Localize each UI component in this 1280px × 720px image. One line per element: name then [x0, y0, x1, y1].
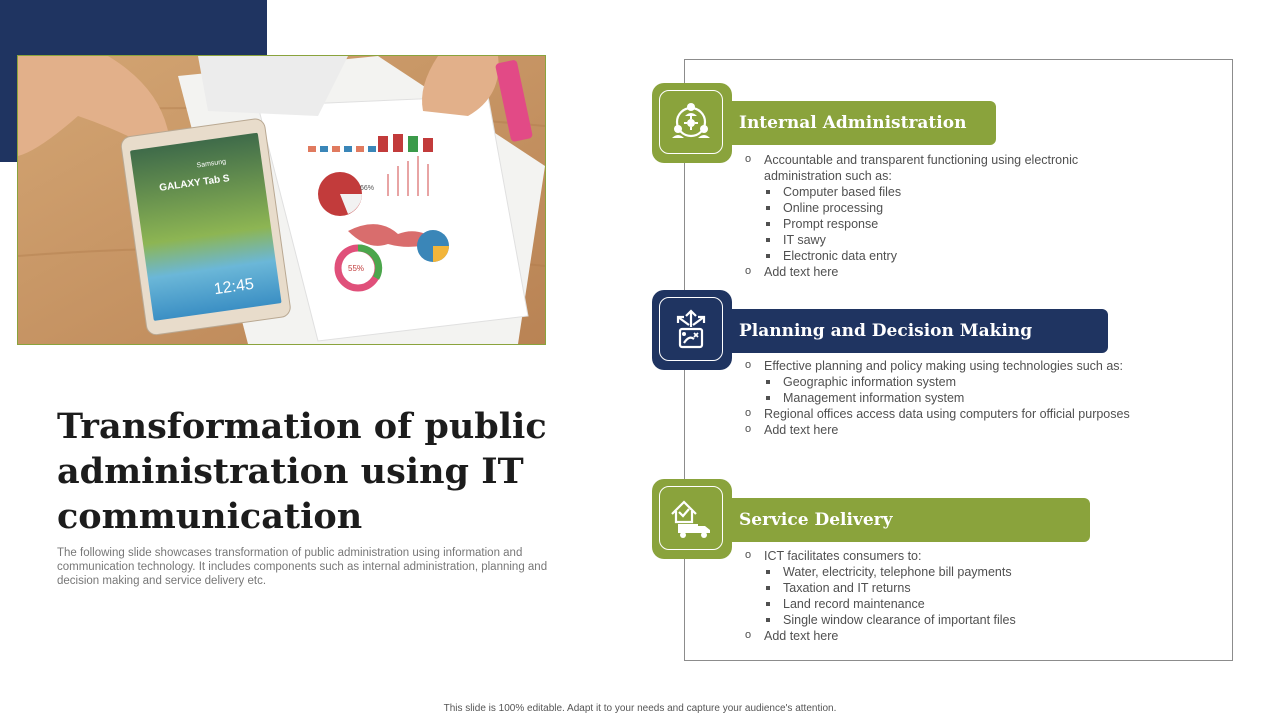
- strategy-arrows-icon: [669, 307, 713, 351]
- list-item-continuation: [745, 168, 1078, 184]
- section-heading-label: Internal Administration: [739, 113, 967, 133]
- slide-title: Transformation of public administration using IT communication: [57, 406, 547, 537]
- list-item: Geographic information system: [745, 374, 1130, 390]
- footer-note: This slide is 100% editable. Adapt it to your needs and capture your audience's attention.: [443, 703, 837, 714]
- list-item: o Add text here: [745, 628, 1016, 644]
- list-item: Single window clearance of important files: [745, 612, 1016, 628]
- delivery-truck-icon: [668, 496, 714, 540]
- photo-illustration: [18, 56, 545, 344]
- hero-photo: [17, 55, 546, 345]
- list-item: Taxation and IT returns: [745, 580, 1016, 596]
- list-item: Land record maintenance: [745, 596, 1016, 612]
- list-item: Electronic data entry: [745, 248, 1078, 264]
- section-heading-label: Service Delivery: [739, 510, 893, 530]
- section-heading-service-delivery: [725, 498, 1090, 542]
- section-heading-internal-administration: [725, 101, 996, 145]
- slide-description: The following slide showcases transformation of public administration using information and communication technology. It includes components such as internal administration, planning and decision making and service delivery etc.: [57, 547, 548, 587]
- section-list-planning-decision-making: [745, 358, 1130, 438]
- list-item: Water, electricity, telephone bill payments: [745, 564, 1016, 580]
- list-item: Computer based files: [745, 184, 1078, 200]
- list-item: o Add text here: [745, 422, 1130, 438]
- list-item: IT sawy: [745, 232, 1078, 248]
- section-list-internal-administration: [745, 152, 1078, 280]
- list-item-text: administration such as:: [764, 169, 892, 183]
- list-item: Online processing: [745, 200, 1078, 216]
- list-item: o Effective planning and policy making using technologies such as:: [745, 358, 1130, 374]
- list-item: o Accountable and transparent functioning using electronic: [745, 152, 1078, 168]
- section-heading-label: Planning and Decision Making: [739, 321, 1033, 341]
- photo-pie-label: 55%: [348, 264, 365, 273]
- list-item: o Regional offices access data using computers for official purposes: [745, 406, 1130, 422]
- photo-tablet-model: GALAXY Tab S: [158, 173, 231, 194]
- section-heading-planning-decision-making: [725, 309, 1108, 353]
- photo-tablet-time: 12:45: [212, 275, 255, 299]
- list-item: Prompt response: [745, 216, 1078, 232]
- photo-tablet: [120, 118, 291, 336]
- list-item: o ICT facilitates consumers to:: [745, 548, 1016, 564]
- section-list-service-delivery: [745, 548, 1016, 644]
- list-item: Management information system: [745, 390, 1130, 406]
- section-icon-box-internal-administration: [652, 83, 732, 163]
- section-icon-box-planning-decision-making: [652, 290, 732, 370]
- photo-tablet-brand: Samsung: [196, 158, 227, 170]
- section-icon-box-service-delivery: [652, 479, 732, 559]
- list-item: o Add text here: [745, 264, 1078, 280]
- people-network-icon: [669, 100, 713, 144]
- svg-text:66%: 66%: [360, 185, 375, 192]
